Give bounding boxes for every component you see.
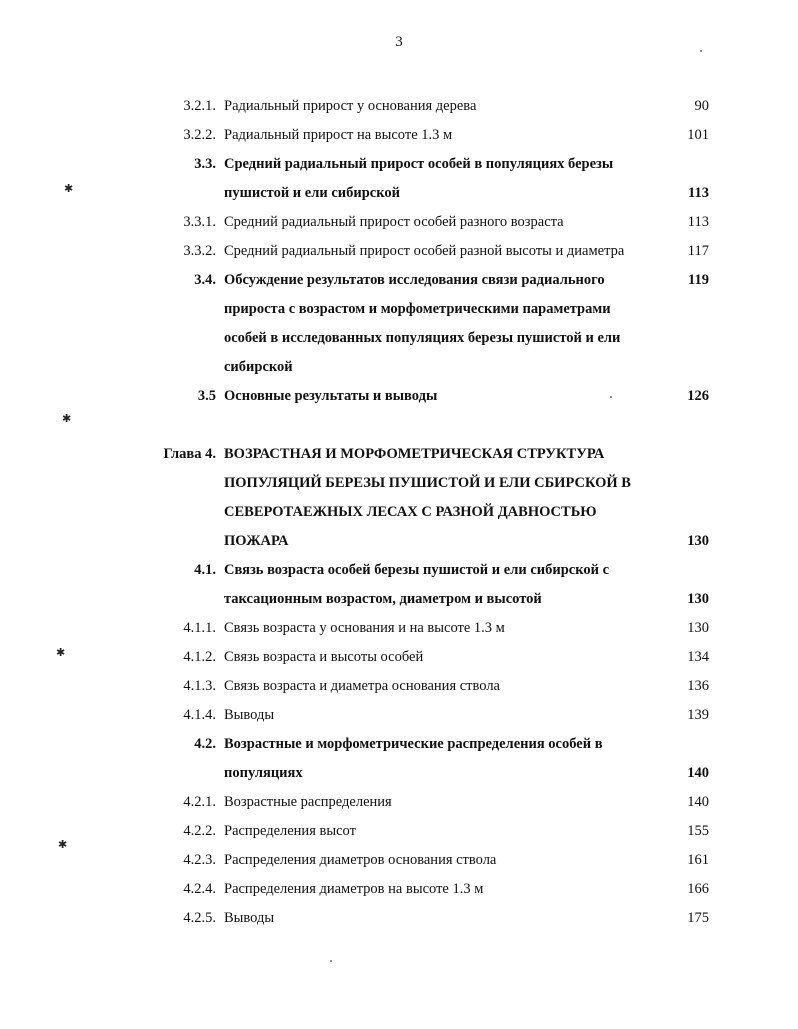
toc-line [0,440,798,469]
toc-line [0,585,798,614]
toc-section-number: 3.2.1. [183,98,216,114]
toc-page-number: 136 [687,678,709,694]
toc-page-number: 117 [687,243,709,259]
toc-title: Связь возраста у основания и на высоте 1.3 м [224,620,505,636]
toc-title: Средний радиальный прирост особей разного возраста [224,214,564,230]
toc-line [0,759,798,788]
scan-artifact-icon: ✱ [64,183,74,195]
toc-page-number: 161 [687,852,709,868]
toc-page-number: 90 [694,98,709,114]
toc-page-number: 175 [687,910,709,926]
toc-page-number: 130 [687,533,709,549]
toc-title: Средний радиальный прирост особей в популяциях березы [224,156,614,172]
toc-title: Возрастные и морфометрические распределения особей в [224,736,603,752]
toc-page-number: 113 [688,185,709,201]
toc-title: таксационным возрастом, диаметром и высотой [224,591,542,607]
toc-line [0,817,798,846]
toc-line [0,614,798,643]
toc-section-number: 4.1.3. [183,678,216,694]
scan-speck [700,50,702,52]
table-of-contents [0,92,798,933]
toc-section-number: 4.1.1. [183,620,216,636]
toc-page-number: 140 [687,765,709,781]
toc-line [0,266,798,295]
toc-section-number: 4.2.1. [183,794,216,810]
toc-title: сибирской [224,359,293,375]
toc-line [0,150,798,179]
page-number: 3 [395,34,403,50]
toc-spacer [0,411,798,440]
toc-title: ПОЖАРА [224,533,289,549]
toc-page-number: 155 [687,823,709,839]
toc-line [0,643,798,672]
toc-title: Связь возраста особей березы пушистой и ели сибирской с [224,562,610,578]
scan-speck [330,960,332,962]
toc-page-number: 166 [687,881,709,897]
toc-line [0,208,798,237]
toc-line [0,498,798,527]
toc-title: Обсуждение результатов исследования связи радиального [224,272,605,288]
toc-line [0,237,798,266]
toc-section-number: 4.2.5. [183,910,216,926]
toc-title: Возрастные распределения [224,794,392,810]
toc-title: СЕВЕРОТАЕЖНЫХ ЛЕСАХ С РАЗНОЙ ДАВНОСТЬЮ [224,504,597,520]
toc-section-number: 3.2.2. [183,127,216,143]
toc-line [0,121,798,150]
toc-section-number: 4.1.2. [183,649,216,665]
toc-page-number: 130 [687,591,709,607]
toc-title: Средний радиальный прирост особей разной высоты и диаметра [224,243,625,259]
toc-line [0,556,798,585]
toc-title: Распределения высот [224,823,356,839]
toc-page-number: 139 [687,707,709,723]
scan-artifact-icon: ✱ [56,647,66,659]
toc-page-number: 126 [687,388,709,404]
toc-section-number: 3.4. [194,272,216,288]
toc-title: Распределения диаметров основания ствола [224,852,497,868]
toc-section-number: 3.3.2. [183,243,216,259]
toc-title: Основные результаты и выводы [224,388,438,404]
toc-section-number: 4.1.4. [183,707,216,723]
toc-section-number: Глава 4. [163,446,216,462]
toc-line [0,788,798,817]
toc-line [0,324,798,353]
toc-line [0,353,798,382]
toc-page-number: 119 [688,272,709,288]
toc-title: популяциях [224,765,303,781]
toc-section-number: 3.3. [194,156,216,172]
toc-page-number: 113 [687,214,709,230]
scan-artifact-icon: ✱ [58,839,68,851]
toc-line [0,469,798,498]
toc-page-number: 101 [687,127,709,143]
toc-line [0,730,798,759]
toc-page-number: 130 [687,620,709,636]
scan-speck [610,396,612,398]
toc-line [0,382,798,411]
toc-section-number: 4.2. [194,736,216,752]
toc-title: Выводы [224,707,275,723]
toc-line [0,701,798,730]
toc-page-number: 134 [687,649,709,665]
toc-section-number: 3.5 [197,388,216,404]
toc-section-number: 4.2.3. [183,852,216,868]
toc-line [0,527,798,556]
toc-title: Связь возраста и диаметра основания ствола [224,678,500,694]
toc-title: прироста с возрастом и морфометрическими параметрами [224,301,611,317]
toc-title: ВОЗРАСТНАЯ И МОРФОМЕТРИЧЕСКАЯ СТРУКТУРА [224,446,605,462]
toc-section-number: 4.1. [194,562,216,578]
toc-title: особей в исследованных популяциях березы пушистой и ели [224,330,621,346]
toc-page-number: 140 [687,794,709,810]
toc-section-number: 4.2.4. [183,881,216,897]
toc-title: Связь возраста и высоты особей [224,649,424,665]
toc-title: ПОПУЛЯЦИЙ БЕРЕЗЫ ПУШИСТОЙ И ЕЛИ СБИРСКОЙ В [224,475,631,491]
toc-title: Радиальный прирост у основания дерева [224,98,477,114]
toc-line [0,846,798,875]
toc-title: Выводы [224,910,275,926]
toc-line [0,179,798,208]
toc-title: Распределения диаметров на высоте 1.3 м [224,881,484,897]
toc-title: пушистой и ели сибирской [224,185,400,201]
toc-section-number: 3.3.1. [183,214,216,230]
toc-line [0,904,798,933]
toc-title: Радиальный прирост на высоте 1.3 м [224,127,453,143]
toc-section-number: 4.2.2. [183,823,216,839]
toc-line [0,295,798,324]
toc-line [0,875,798,904]
toc-line [0,672,798,701]
scan-artifact-icon: ✱ [62,413,72,425]
toc-line [0,92,798,121]
